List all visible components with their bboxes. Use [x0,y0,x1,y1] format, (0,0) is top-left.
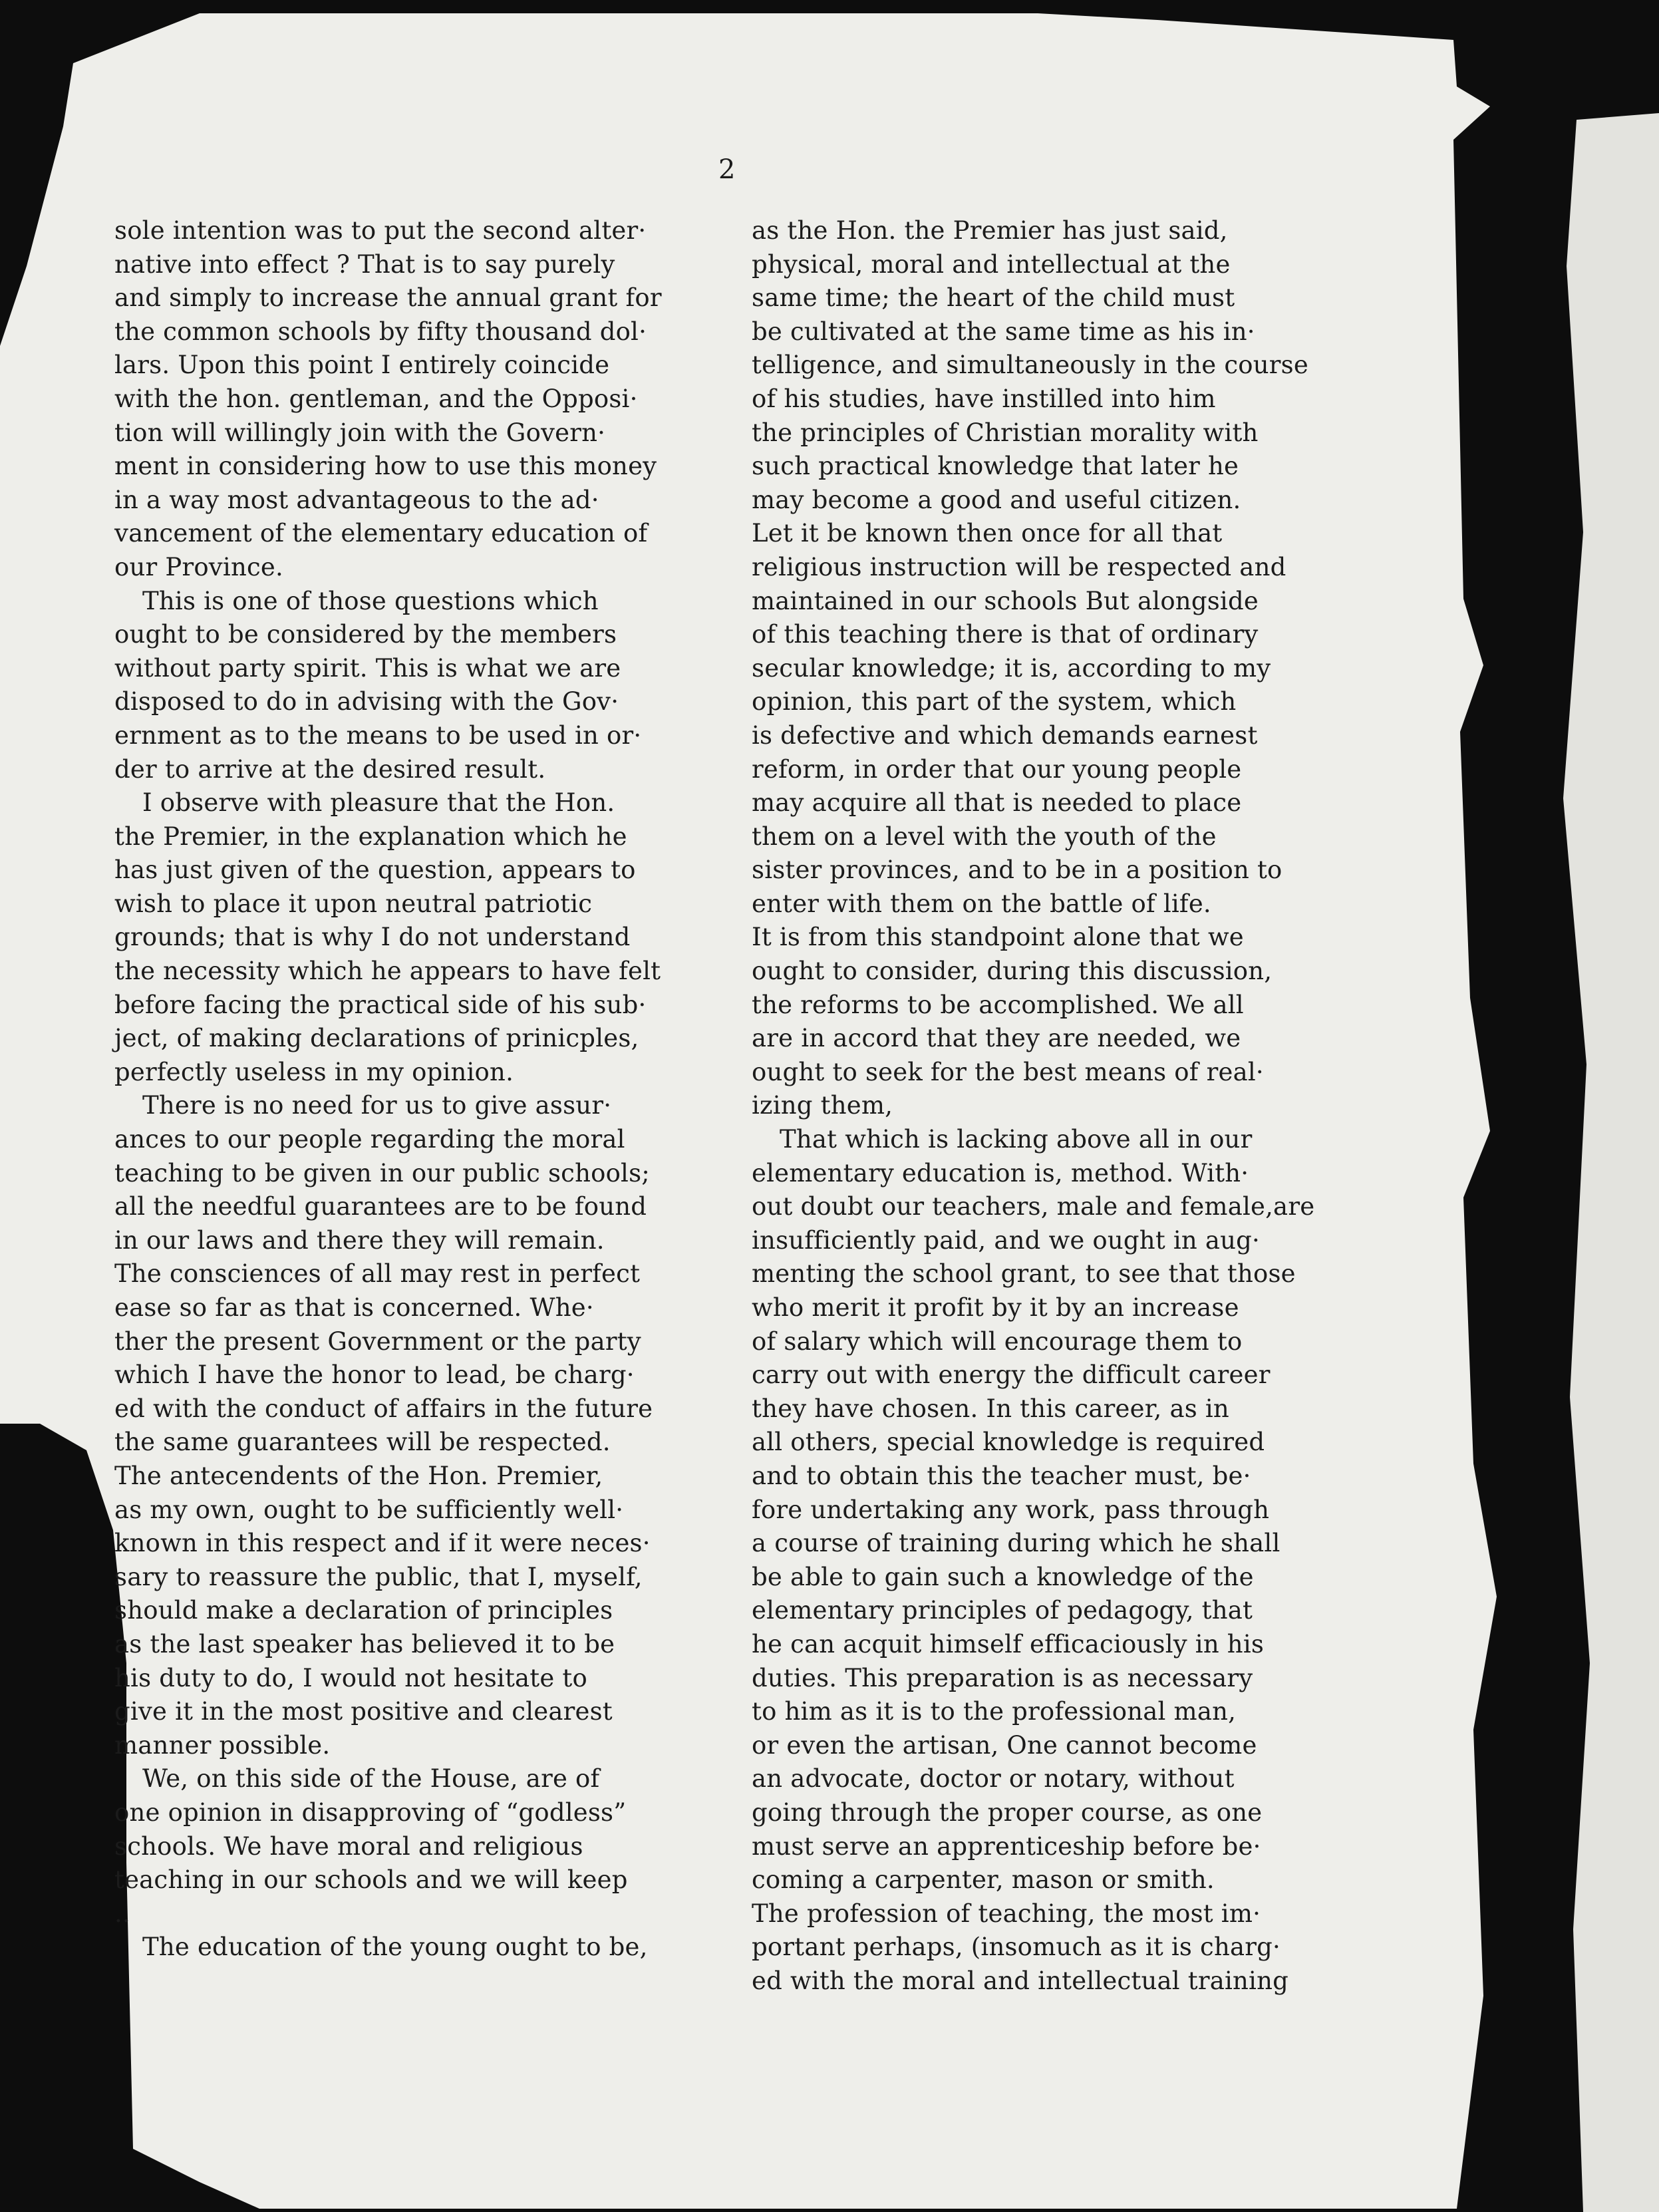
text-line: such practical knowledge that later he [752,452,1239,481]
text-line: fore undertaking any work, pass through [752,1495,1270,1524]
text-line: the reforms to be accomplished. We all [752,990,1244,1019]
text-line: or even the artisan, One cannot become [752,1730,1257,1760]
text-line: vancement of the elementary education of [114,519,648,548]
text-line: The profession of teaching, the most im· [752,1899,1261,1928]
text-line: of salary which will encourage them to [752,1327,1243,1356]
page-number: 2 [718,154,736,185]
text-line: be cultivated at the same time as his in· [752,317,1255,346]
text-line: they have chosen. In this career, as in [752,1394,1229,1423]
text-line: ernment as to the means to be used in or· [114,720,642,750]
text-line: one opinion in disapproving of “godless” [114,1798,627,1827]
text-line: should make a declaration of principles [114,1596,613,1625]
text-line: a course of training during which he shall [752,1529,1281,1558]
text-line: has just given of the question, appears to [114,856,636,885]
text-line: perfectly useless in my opinion. [114,1057,514,1086]
text-line: all others, special knowledge is required [752,1428,1265,1457]
text-line: which I have the honor to lead, be charg· [114,1360,635,1390]
text-line: manner possible. [114,1730,331,1760]
text-line: ought to be considered by the members [114,620,617,649]
text-line: der to arrive at the desired result. [114,754,546,784]
text-line: ease so far as that is concerned. Whe· [114,1293,594,1322]
text-line: he can acquit himself efficaciously in his [752,1629,1265,1659]
text-line: carry out with energy the difficult career [752,1360,1271,1390]
text-line: ment in considering how to use this money [114,452,657,481]
text-line: portant perhaps, (insomuch as it is charg· [752,1933,1281,1962]
text-line: religious instruction will be respected and [752,552,1286,581]
text-line: The education of the young ought to be, [142,1933,648,1962]
text-line: disposed to do in advising with the Gov· [114,687,619,716]
text-line: out doubt our teachers, male and female,are [752,1192,1315,1221]
text-line: opinion, this part of the system, which [752,687,1237,716]
text-line: It is from this standpoint alone that we [752,923,1244,952]
text-line: reform, in order that our young people [752,754,1242,784]
text-line: all the needful guarantees are to be found [114,1192,647,1221]
text-line: insufficiently paid, and we ought in aug· [752,1225,1261,1255]
text-line: ject, of making declarations of prinicples, [114,1024,639,1053]
text-line: without party spirit. This is what we are [114,653,621,683]
text-line: the common schools by fifty thousand dol· [114,317,647,346]
text-line: coming a carpenter, mason or smith. [752,1865,1215,1895]
text-line: before facing the practical side of his sub· [114,990,647,1019]
text-line: same time; the heart of the child must [752,283,1235,313]
text-line: give it in the most positive and clearest [114,1697,613,1726]
text-line: secular knowledge; it is, according to my [752,653,1271,683]
text-line: the same guarantees will be respected. [114,1428,611,1457]
text-line: as the last speaker has believed it to be [114,1629,615,1659]
text-line: be able to gain such a knowledge of the [752,1562,1254,1591]
text-line: as my own, ought to be sufficiently well· [114,1495,624,1524]
text-line: I observe with pleasure that the Hon. [142,788,615,818]
right-text-column [752,214,1340,1998]
text-line: teaching in our schools and we will keep [114,1865,628,1895]
text-line: of his studies, have instilled into him [752,384,1216,413]
text-line: the principles of Christian morality with [752,418,1259,447]
text-line: This is one of those questions which [142,586,599,615]
text-line: them on a level with the youth of the [752,822,1217,851]
text-line: elementary education is, method. With· [752,1158,1249,1187]
text-line: and to obtain this the teacher must, be· [752,1461,1251,1490]
text-line: ther the present Government or the party [114,1327,641,1356]
text-line: teaching to be given in our public schools; [114,1158,650,1187]
text-line: may acquire all that is needed to place [752,788,1242,818]
text-line: the Premier, in the explanation which he [114,822,627,851]
text-line: That which is lacking above all in our [780,1125,1253,1154]
text-line: .. [114,1899,130,1928]
text-line: wish to place it upon neutral patriotic [114,889,593,918]
text-line: izing them, [752,1091,893,1120]
text-line: in a way most advantageous to the ad· [114,485,599,514]
text-line: may become a good and useful citizen. [752,485,1241,514]
text-line: ought to seek for the best means of real· [752,1057,1264,1086]
text-line: must serve an apprenticeship before be· [752,1831,1261,1861]
text-line: an advocate, doctor or notary, without [752,1764,1235,1794]
left-text-column [114,214,713,1965]
text-line: tion will willingly join with the Govern· [114,418,606,447]
text-line: sister provinces, and to be in a position to [752,856,1282,885]
text-line: There is no need for us to give assur· [142,1091,612,1120]
text-line: are in accord that they are needed, we [752,1024,1241,1053]
text-line: schools. We have moral and religious [114,1831,583,1861]
text-line: ed with the moral and intellectual training [752,1966,1288,1995]
text-line: The consciences of all may rest in perfect [114,1259,641,1289]
text-line: Let it be known then once for all that [752,519,1223,548]
text-line: going through the proper course, as one [752,1798,1263,1827]
text-line: ances to our people regarding the moral [114,1125,625,1154]
text-line: known in this respect and if it were neces· [114,1529,651,1558]
paper-edge-strip [1557,0,1659,2212]
text-line: elementary principles of pedagogy, that [752,1596,1253,1625]
text-line: telligence, and simultaneously in the course [752,351,1308,380]
text-line: is defective and which demands earnest [752,720,1258,750]
text-line: maintained in our schools But alongside [752,586,1259,615]
text-line: and simply to increase the annual grant for [114,283,662,313]
text-line: with the hon. gentleman, and the Opposi· [114,384,638,413]
text-line: his duty to do, I would not hesitate to [114,1663,587,1692]
text-line: The antecendents of the Hon. Premier, [114,1461,603,1490]
text-line: ought to consider, during this discussion, [752,957,1273,986]
text-line: enter with them on the battle of life. [752,889,1211,918]
text-line: as the Hon. the Premier has just said, [752,216,1228,245]
text-line: who merit it profit by it by an increase [752,1293,1239,1322]
text-line: grounds; that is why I do not understand [114,923,631,952]
text-line: native into effect ? That is to say purely [114,249,615,279]
text-line: sole intention was to put the second alter· [114,216,647,245]
text-line: lars. Upon this point I entirely coincide [114,351,610,380]
text-line: sary to reassure the public, that I, myself, [114,1562,643,1591]
text-line: physical, moral and intellectual at the [752,249,1231,279]
text-line: ed with the conduct of affairs in the future [114,1394,653,1423]
text-line: We, on this side of the House, are of [142,1764,600,1794]
text-line: duties. This preparation is as necessary [752,1663,1253,1692]
text-line: of this teaching there is that of ordinary [752,620,1259,649]
text-line: the necessity which he appears to have felt [114,957,661,986]
text-line: menting the school grant, to see that those [752,1259,1296,1289]
text-line: to him as it is to the professional man, [752,1697,1237,1726]
text-line: our Province. [114,552,283,581]
text-line: in our laws and there they will remain. [114,1225,605,1255]
